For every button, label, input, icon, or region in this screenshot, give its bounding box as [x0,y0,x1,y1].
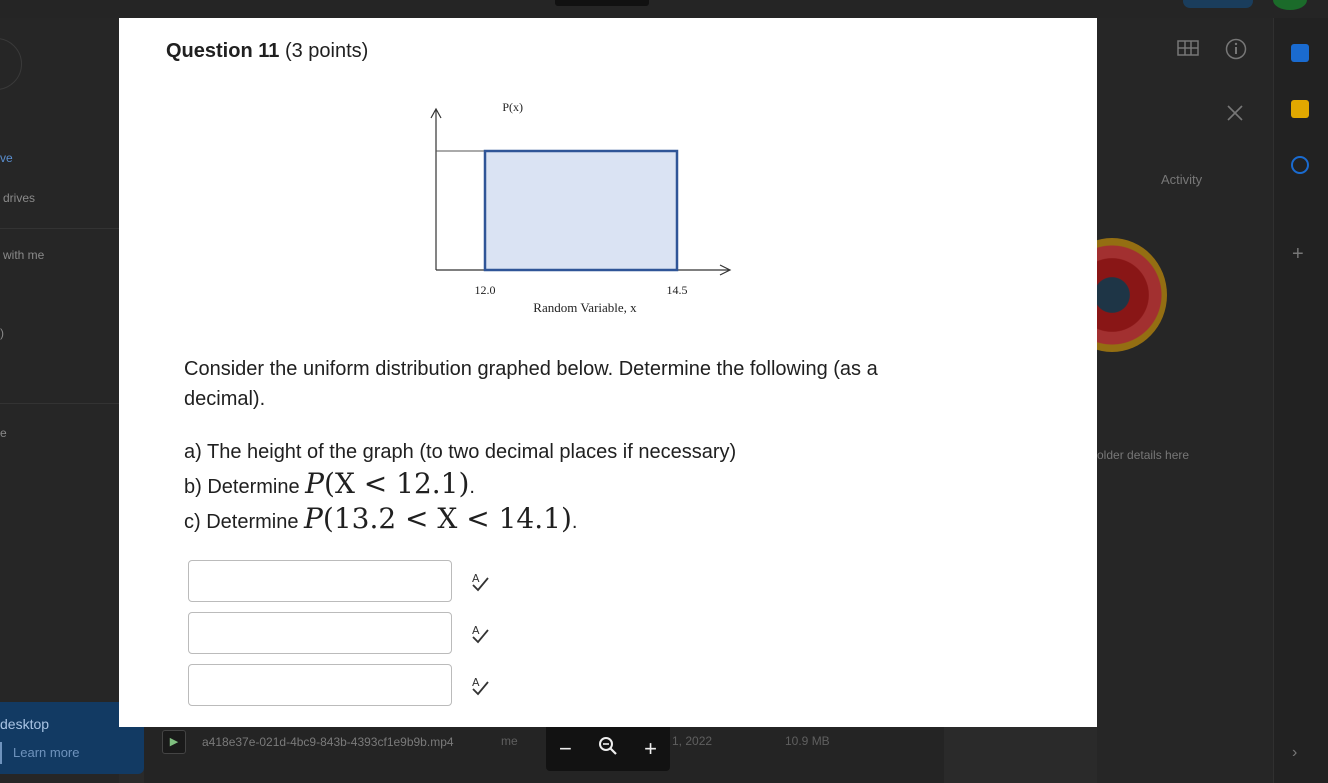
details-placeholder: older details here [1097,448,1190,462]
part-c-end: . [571,511,578,533]
side-apps-strip [1273,18,1328,783]
question-parts [184,436,736,538]
uniform-distribution-chart [399,96,879,336]
question-number: Question 11 [166,40,280,62]
part-c-math-lead: P [304,502,323,535]
calendar-icon[interactable] [1291,44,1309,62]
add-addon-icon[interactable]: + [1292,243,1304,265]
promo-accent-bar [0,742,2,764]
grid-view-icon[interactable] [1177,40,1199,61]
spellcheck-icon[interactable] [469,571,491,593]
zoom-icon[interactable] [598,736,618,762]
part-b [184,468,736,503]
sidebar-item-shared-drives[interactable]: drives [3,191,36,205]
file-size: 10.9 MB [785,734,830,748]
document-page [119,18,1097,727]
zoom-in-button[interactable]: + [644,736,657,761]
part-b-end: . [469,476,475,498]
keep-icon[interactable] [1291,100,1309,118]
chevron-right-icon[interactable]: › [1292,744,1298,761]
sidebar-item-fragment[interactable]: e [0,426,7,440]
svg-text:A: A [472,572,480,585]
tasks-icon[interactable] [1291,156,1309,174]
details-panel [1097,18,1273,783]
file-owner: me [501,734,518,748]
part-b-math-lead: P [305,467,325,500]
spellcheck-icon[interactable] [469,675,491,697]
file-name[interactable]: a418e37e-021d-4bc9-843b-4393cf1e9b9b.mp4 [202,735,454,749]
avatar[interactable] [1273,0,1307,10]
sidebar-divider [0,228,119,229]
svg-text:A: A [472,676,480,689]
sidebar-item-shared-with-me[interactable]: with me [3,248,45,262]
video-file-icon: ▶ [162,730,186,754]
sidebar-divider [0,403,119,404]
svg-text:A: A [472,624,480,637]
x-tick-label-start: 12.0 [474,283,496,297]
question-prompt: Consider the uniform distribution graphed below. Determine the following (as a decimal). [184,358,878,410]
part-c-prefix: c) Determine [184,511,299,533]
zoom-out-button[interactable]: − [559,736,572,761]
info-icon[interactable] [1225,38,1247,65]
answer-field-b[interactable] [188,612,452,654]
part-b-prefix: b) Determine [184,476,300,498]
part-c [184,503,736,538]
promo-title: desktop [0,716,50,732]
question-title [166,40,368,63]
x-axis-label: Random Variable, x [533,300,637,315]
top-account-chip[interactable] [1183,0,1253,8]
y-axis-label: P(x) [502,100,523,114]
zoom-toolbar [546,727,670,771]
file-date: 1, 2022 [672,734,713,748]
answer-field-c[interactable] [188,664,452,706]
part-b-math [305,467,469,500]
learn-more-link[interactable]: Learn more [13,745,80,760]
top-bar [0,0,1328,18]
part-c-math [304,502,572,535]
spellcheck-icon[interactable] [469,623,491,645]
sidebar-item-drive[interactable]: ve [0,151,13,165]
sidebar [0,18,119,783]
tab-activity[interactable]: Activity [1161,172,1203,187]
part-a: a) The height of the graph (to two decimal places if necessary) [184,441,737,463]
part-c-math-body: (13.2 < X < 14.1) [322,502,572,535]
part-b-math-body: (X < 12.1) [324,467,470,500]
sidebar-item-fragment[interactable]: ) [0,326,4,340]
answer-field-a[interactable] [188,560,452,602]
question-points: (3 points) [284,40,369,62]
top-pill [555,0,649,6]
close-icon[interactable] [1226,104,1244,127]
density-rectangle [485,151,677,270]
x-tick-label-end: 14.5 [666,283,688,297]
